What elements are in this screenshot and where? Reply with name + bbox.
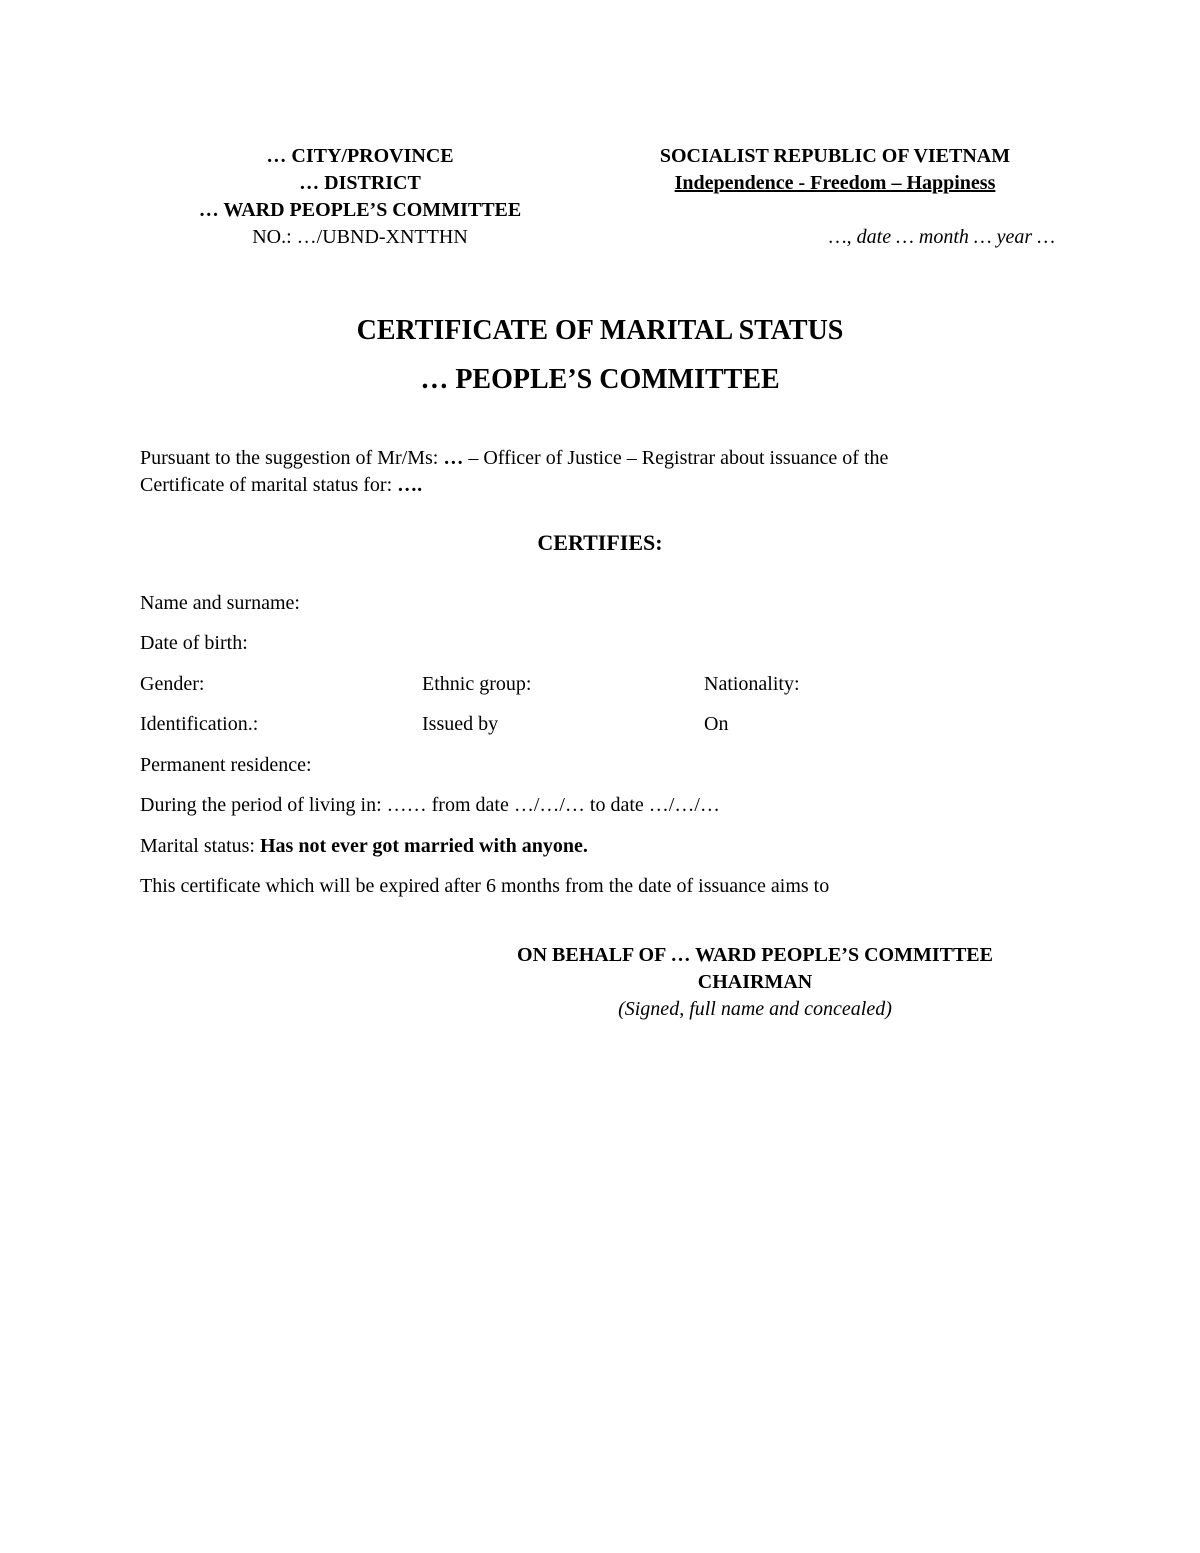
field-row-gender bbox=[140, 671, 1060, 698]
issuing-authority-block bbox=[140, 143, 580, 251]
ethnic-group-label: Ethnic group: bbox=[422, 673, 532, 695]
document-title: CERTIFICATE OF MARITAL STATUS bbox=[356, 315, 844, 346]
pursuant-line-2 bbox=[140, 472, 1060, 499]
pursuant-paragraph bbox=[140, 445, 1060, 499]
marital-status-label: Marital status: bbox=[140, 835, 260, 857]
dob-label: Date of birth: bbox=[140, 632, 248, 654]
field-row-residence bbox=[140, 752, 1060, 779]
subject-placeholder: …. bbox=[397, 474, 423, 496]
ward-committee-line: … WARD PEOPLE’S COMMITTEE bbox=[198, 199, 522, 221]
requester-placeholder: … bbox=[443, 447, 464, 469]
pursuant-text-1a: Pursuant to the suggestion of Mr/Ms: bbox=[140, 447, 444, 469]
district-line: … DISTRICT bbox=[299, 172, 421, 194]
field-row-expiry bbox=[140, 873, 1060, 900]
gender-label: Gender: bbox=[140, 673, 205, 695]
marital-status-line bbox=[140, 833, 588, 860]
field-row-marital bbox=[140, 833, 1060, 860]
marital-status-value: Has not ever got married with anyone. bbox=[259, 835, 588, 857]
expiry-statement: This certificate which will be expired after 6 months from the date of issuance aims to bbox=[140, 875, 830, 897]
national-motto: Independence - Freedom – Happiness bbox=[674, 172, 996, 194]
identification-label: Identification.: bbox=[140, 713, 259, 735]
name-label: Name and surname: bbox=[140, 592, 300, 614]
signature-note: (Signed, full name and concealed) bbox=[618, 998, 892, 1020]
document-number: NO.: …/UBND-XNTTHN bbox=[252, 226, 468, 248]
signature-block bbox=[470, 942, 1040, 1023]
field-row-identification bbox=[140, 711, 1060, 738]
issued-on-label: On bbox=[704, 713, 729, 735]
field-row-period bbox=[140, 792, 1060, 819]
field-row-dob bbox=[140, 630, 1060, 657]
period-of-living-line: During the period of living in: …… from date …/…/… to date …/…/… bbox=[140, 794, 720, 816]
republic-name: SOCIALIST REPUBLIC OF VIETNAM bbox=[659, 145, 1011, 167]
national-heading-block bbox=[610, 143, 1060, 197]
field-row-name bbox=[140, 590, 1060, 617]
issued-by-label: Issued by bbox=[422, 713, 499, 735]
pursuant-text-2a: Certificate of marital status for: bbox=[140, 474, 398, 496]
residence-label: Permanent residence: bbox=[140, 754, 312, 776]
chairman-title: CHAIRMAN bbox=[697, 971, 813, 993]
city-province-line: … CITY/PROVINCE bbox=[266, 145, 454, 167]
pursuant-line-1 bbox=[140, 445, 1060, 472]
issue-date-line: …, date … month … year … bbox=[828, 226, 1055, 248]
document-subtitle: … PEOPLE’S COMMITTEE bbox=[420, 364, 780, 395]
on-behalf-line: ON BEHALF OF … WARD PEOPLE’S COMMITTEE bbox=[517, 944, 993, 966]
nationality-label: Nationality: bbox=[704, 673, 800, 695]
pursuant-text-1c: – Officer of Justice – Registrar about issuance of the bbox=[463, 447, 889, 469]
certifies-heading: CERTIFIES: bbox=[537, 530, 663, 555]
